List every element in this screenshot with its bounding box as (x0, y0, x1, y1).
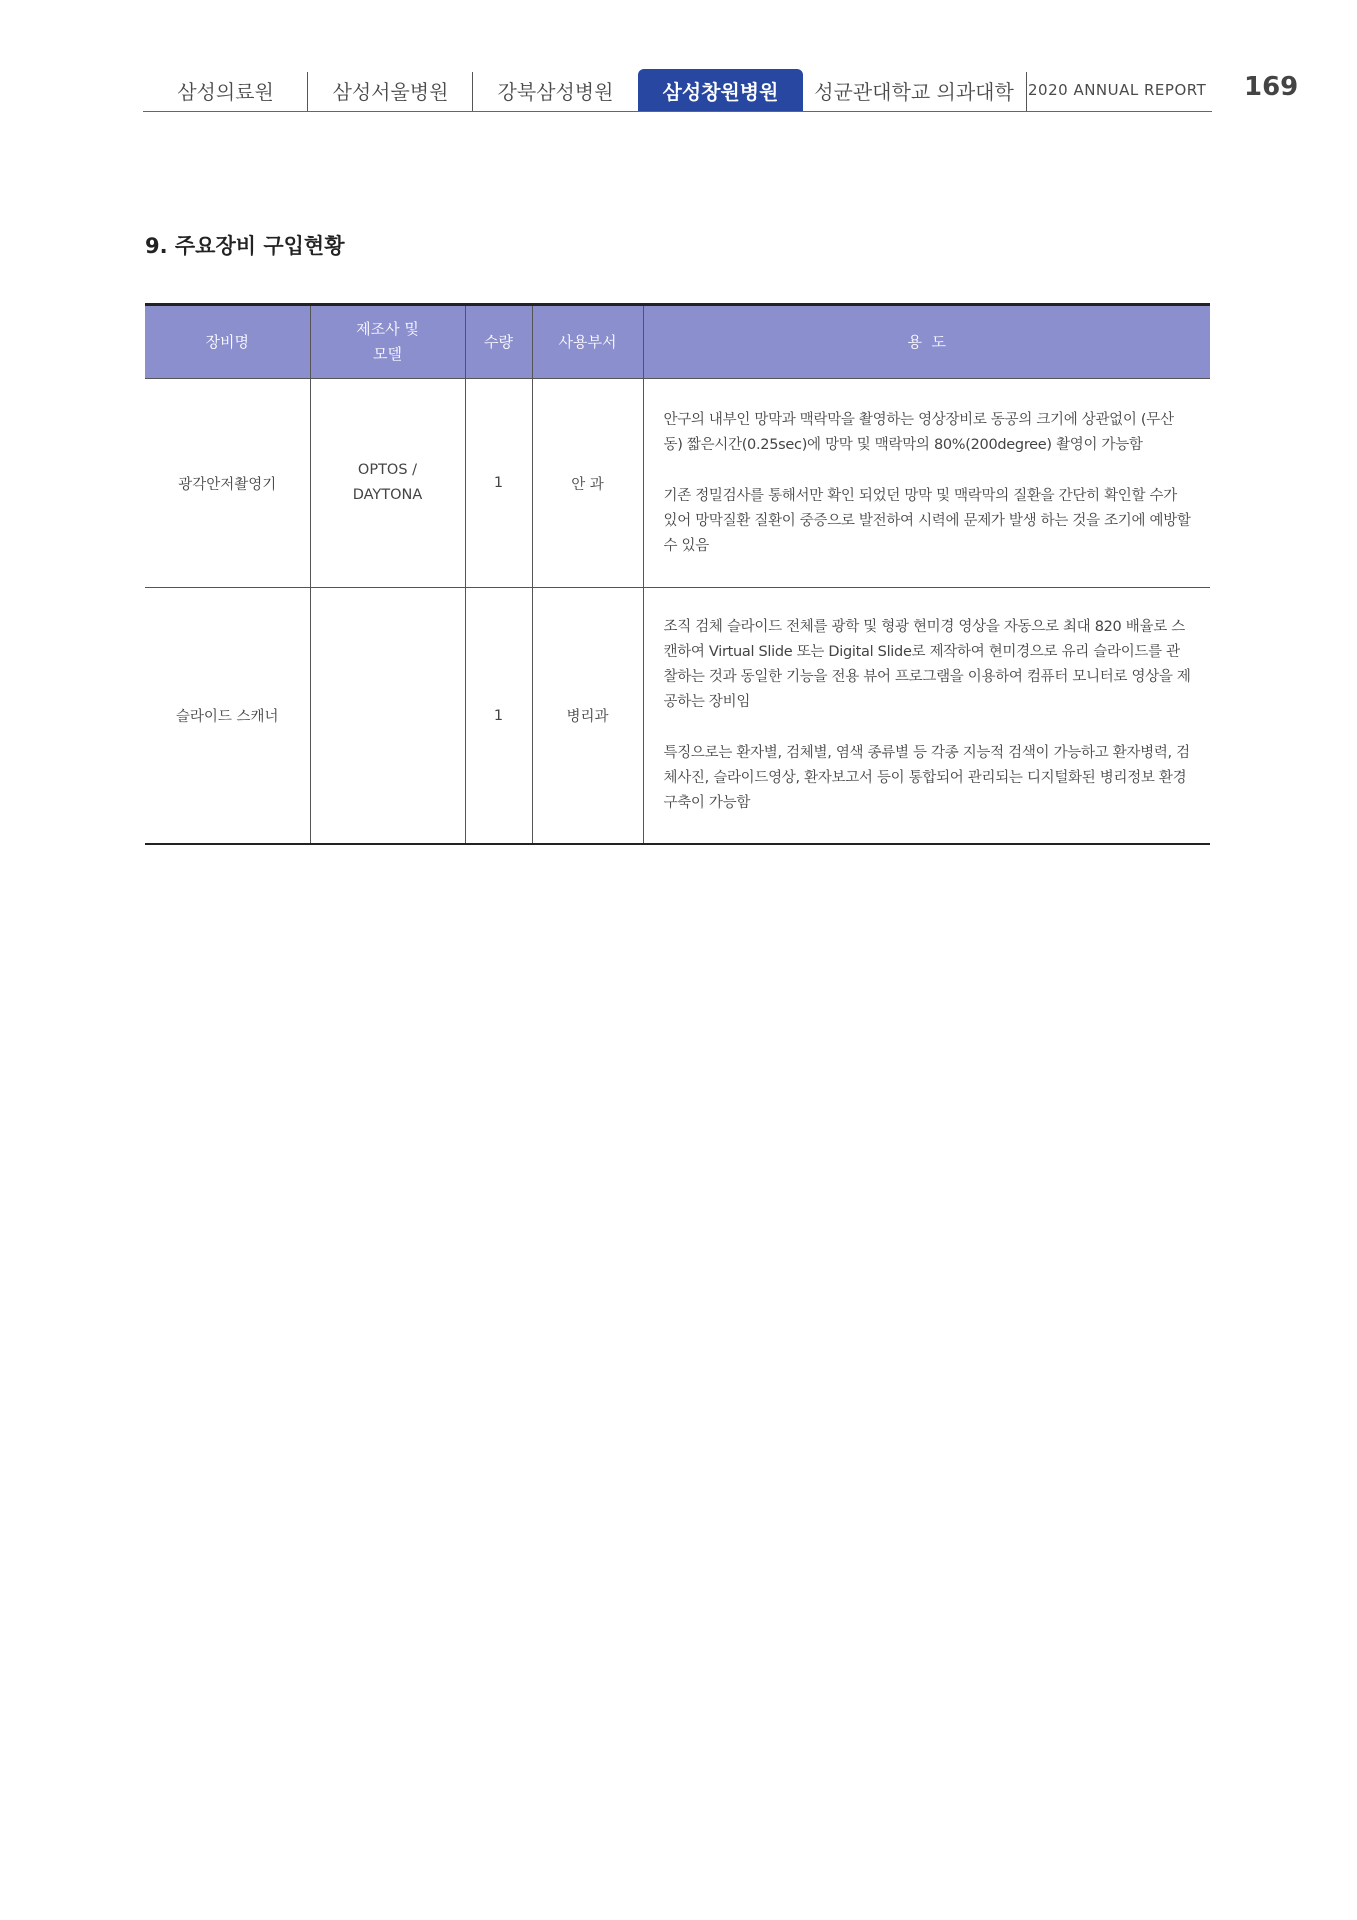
table-row (145, 379, 1210, 588)
cell-qty: 1 (465, 588, 532, 845)
tab-kangbuk-samsung-hospital[interactable] (473, 69, 638, 111)
section-title: 9. 주요장비 구입현황 (145, 234, 345, 258)
equipment-table (145, 303, 1210, 845)
tab-label: 강북삼성병원 (497, 79, 614, 104)
tab-label: 삼성창원병원 (662, 79, 779, 104)
col-header-qty: 수량 (465, 305, 532, 379)
usage-paragraph: 기존 정밀검사를 통해서만 확인 되었던 망막 및 맥락막의 질환을 간단히 확인할 수가 있어 망막질환 질환이 중증으로 발전하여 시력에 문제가 발생 하는 것을 조기에 예방할 수 있음 (663, 487, 1191, 554)
tab-skku-medicine[interactable] (803, 69, 1025, 111)
col-header-name: 장비명 (145, 305, 310, 379)
cell-usage (643, 588, 1210, 845)
tab-samsung-seoul-hospital[interactable] (308, 69, 473, 111)
cell-name: 광각안저촬영기 (145, 379, 310, 588)
cell-dept: 안 과 (532, 379, 643, 588)
cell-maker (310, 379, 465, 588)
table-header-row (145, 305, 1210, 379)
col-header-dept: 사용부서 (532, 305, 643, 379)
col-header-maker (310, 305, 465, 379)
report-label: 2020 ANNUAL REPORT (1028, 81, 1207, 99)
table-row (145, 588, 1210, 845)
header-rule (143, 111, 1212, 112)
cell-name: 슬라이드 스캐너 (145, 588, 310, 845)
tab-label: 삼성서울병원 (332, 79, 449, 104)
cell-maker (310, 588, 465, 845)
col-header-maker-line2: 모델 (373, 345, 402, 363)
cell-maker-line2: DAYTONA (352, 487, 423, 503)
cell-usage (643, 379, 1210, 588)
cell-qty: 1 (465, 379, 532, 588)
col-header-usage: 용 도 (643, 305, 1210, 379)
page-header (0, 0, 1357, 120)
cell-dept: 병리과 (532, 588, 643, 845)
col-header-maker-line1: 제조사 및 (356, 320, 419, 338)
usage-paragraph: 안구의 내부인 망막과 맥락막을 촬영하는 영상장비로 동공의 크기에 상관없이 (무산동) 짧은시간(0.25sec)에 망막 및 맥락막의 80%(200degree) 촬영이 가능함 (663, 411, 1174, 453)
header-divider (1026, 72, 1027, 112)
tab-label: 성균관대학교 의과대학 (814, 79, 1014, 104)
tab-samsung-changwon-hospital[interactable] (638, 69, 803, 111)
cell-maker-line1: OPTOS / (357, 462, 418, 478)
usage-paragraph: 특징으로는 환자별, 검체별, 염색 종류별 등 각종 지능적 검색이 가능하고 환자병력, 검체사진, 슬라이드영상, 환자보고서 등이 통합되어 관리되는 디지털화된 병리정보 환경 구축이 가능함 (663, 745, 1190, 811)
usage-paragraph: 조직 검체 슬라이드 전체를 광학 및 형광 현미경 영상을 자동으로 최대 820 배율로 스캔하여 Virtual Slide 또는 Digital Slide로 제작하여 현미경으로 유리 슬라이드를 관찰하는 것과 동일한 기능을 전용 뷰어 프로그램을 이용하여 컴퓨터 모니터로 영상을 제공하는 장비임 (663, 619, 1191, 710)
page-number: 169 (1244, 72, 1299, 102)
tab-samsung-medical-center[interactable] (143, 69, 308, 111)
tab-label: 삼성의료원 (177, 79, 274, 104)
